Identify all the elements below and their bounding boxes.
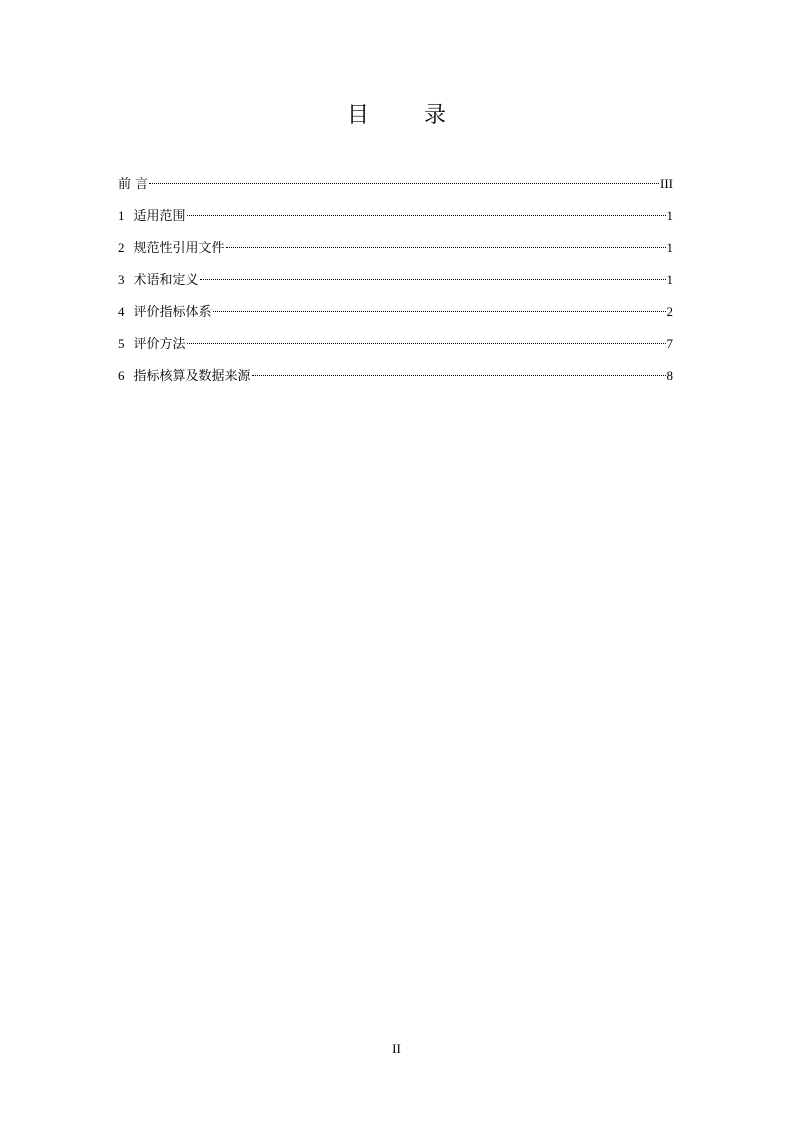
toc-entry-number: 3 — [118, 272, 125, 287]
toc-dot-leader — [226, 247, 666, 248]
toc-entry-title: 适用范围 — [133, 209, 186, 224]
toc-dot-leader — [213, 311, 666, 312]
toc-entry-indicator-system[interactable] — [118, 302, 673, 334]
toc-entry-title: 评价指标体系 — [133, 305, 212, 320]
toc-entry-page: 8 — [666, 368, 673, 383]
toc-entry-page: 2 — [666, 304, 673, 319]
toc-dot-leader — [149, 183, 659, 184]
toc-entry-scope[interactable] — [118, 206, 673, 238]
toc-entry-foreword[interactable] — [118, 174, 673, 206]
toc-entry-label — [118, 334, 186, 355]
page-number: II — [392, 1041, 401, 1056]
toc-entry-label — [118, 238, 225, 259]
toc-entry-label — [118, 206, 186, 227]
toc-entry-number: 2 — [118, 240, 125, 255]
table-of-contents — [118, 174, 673, 398]
toc-entry-number: 1 — [118, 208, 125, 223]
toc-entry-label: 前 言 — [118, 177, 149, 192]
toc-dot-leader — [252, 375, 666, 376]
toc-dot-leader — [200, 279, 666, 280]
toc-entry-title: 指标核算及数据来源 — [133, 369, 251, 384]
toc-entry-page: 1 — [666, 208, 673, 223]
toc-entry-title: 术语和定义 — [133, 273, 199, 288]
toc-entry-label — [118, 302, 212, 323]
toc-entry-evaluation-method[interactable] — [118, 334, 673, 366]
toc-entry-page: III — [660, 176, 673, 191]
toc-entry-terms-definitions[interactable] — [118, 270, 673, 302]
toc-entry-indicator-accounting[interactable] — [118, 366, 673, 398]
toc-entry-title: 评价方法 — [133, 337, 186, 352]
toc-entry-title: 规范性引用文件 — [133, 241, 225, 256]
toc-entry-page: 7 — [666, 336, 673, 351]
toc-entry-number: 6 — [118, 368, 125, 383]
toc-dot-leader — [187, 343, 666, 344]
toc-dot-leader — [187, 215, 666, 216]
toc-entry-number: 5 — [118, 336, 125, 351]
toc-entry-label — [118, 366, 251, 387]
toc-entry-page: 1 — [666, 240, 673, 255]
toc-entry-label — [118, 270, 199, 291]
page-title: 目 录 — [347, 103, 470, 128]
toc-entry-number: 4 — [118, 304, 125, 319]
toc-entry-normative-references[interactable] — [118, 238, 673, 270]
toc-entry-page: 1 — [666, 272, 673, 287]
